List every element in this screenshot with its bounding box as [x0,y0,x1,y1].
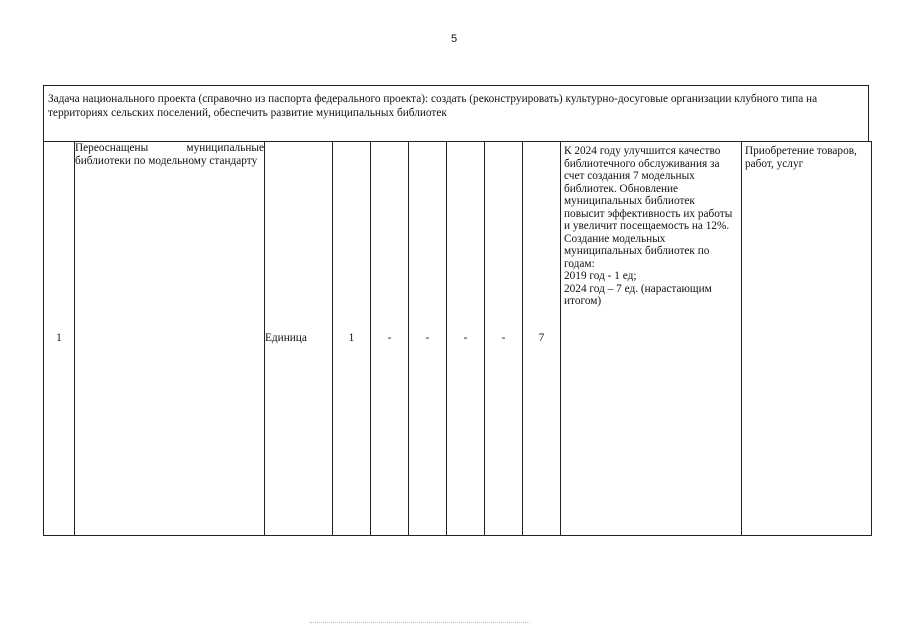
result-description [561,142,742,536]
year-value: - [485,142,523,536]
row-number: 1 [44,142,75,536]
page-number: 5 [451,33,458,45]
table-row [44,142,872,536]
scan-artifact [310,622,530,625]
final-value: 7 [523,142,561,536]
unit-of-measure: Единица [265,142,333,536]
national-project-task: Задача национального проекта (справочно из паспорта федерального проекта): создать (реконструировать) культурно-досуговые организации клубного типа на территориях сельских поселений, обеспечить развитие муниципальных библиотек [43,85,869,142]
year-value: - [371,142,409,536]
result-line: 2019 год - 1 ед; [564,270,637,282]
result-type: Приобретение товаров, работ, услуг [742,142,872,536]
result-line: Создание модельных муниципальных библиотек по годам: [564,232,710,270]
result-line: К 2024 году улучшится качество библиотечного обслуживания за счет создания 7 модельных библиотек. Обновление муниципальных библиотек повысит эффективность их работы и увеличит посещаемость на 12%. [564,145,733,232]
result-line: 2024 год – 7 ед. (нарастающим итогом) [564,282,712,307]
result-name: Переоснащены муниципальные библиотеки по модельному стандарту [75,142,265,536]
base-value: 1 [333,142,371,536]
year-value: - [447,142,485,536]
results-table [43,141,872,536]
year-value: - [409,142,447,536]
